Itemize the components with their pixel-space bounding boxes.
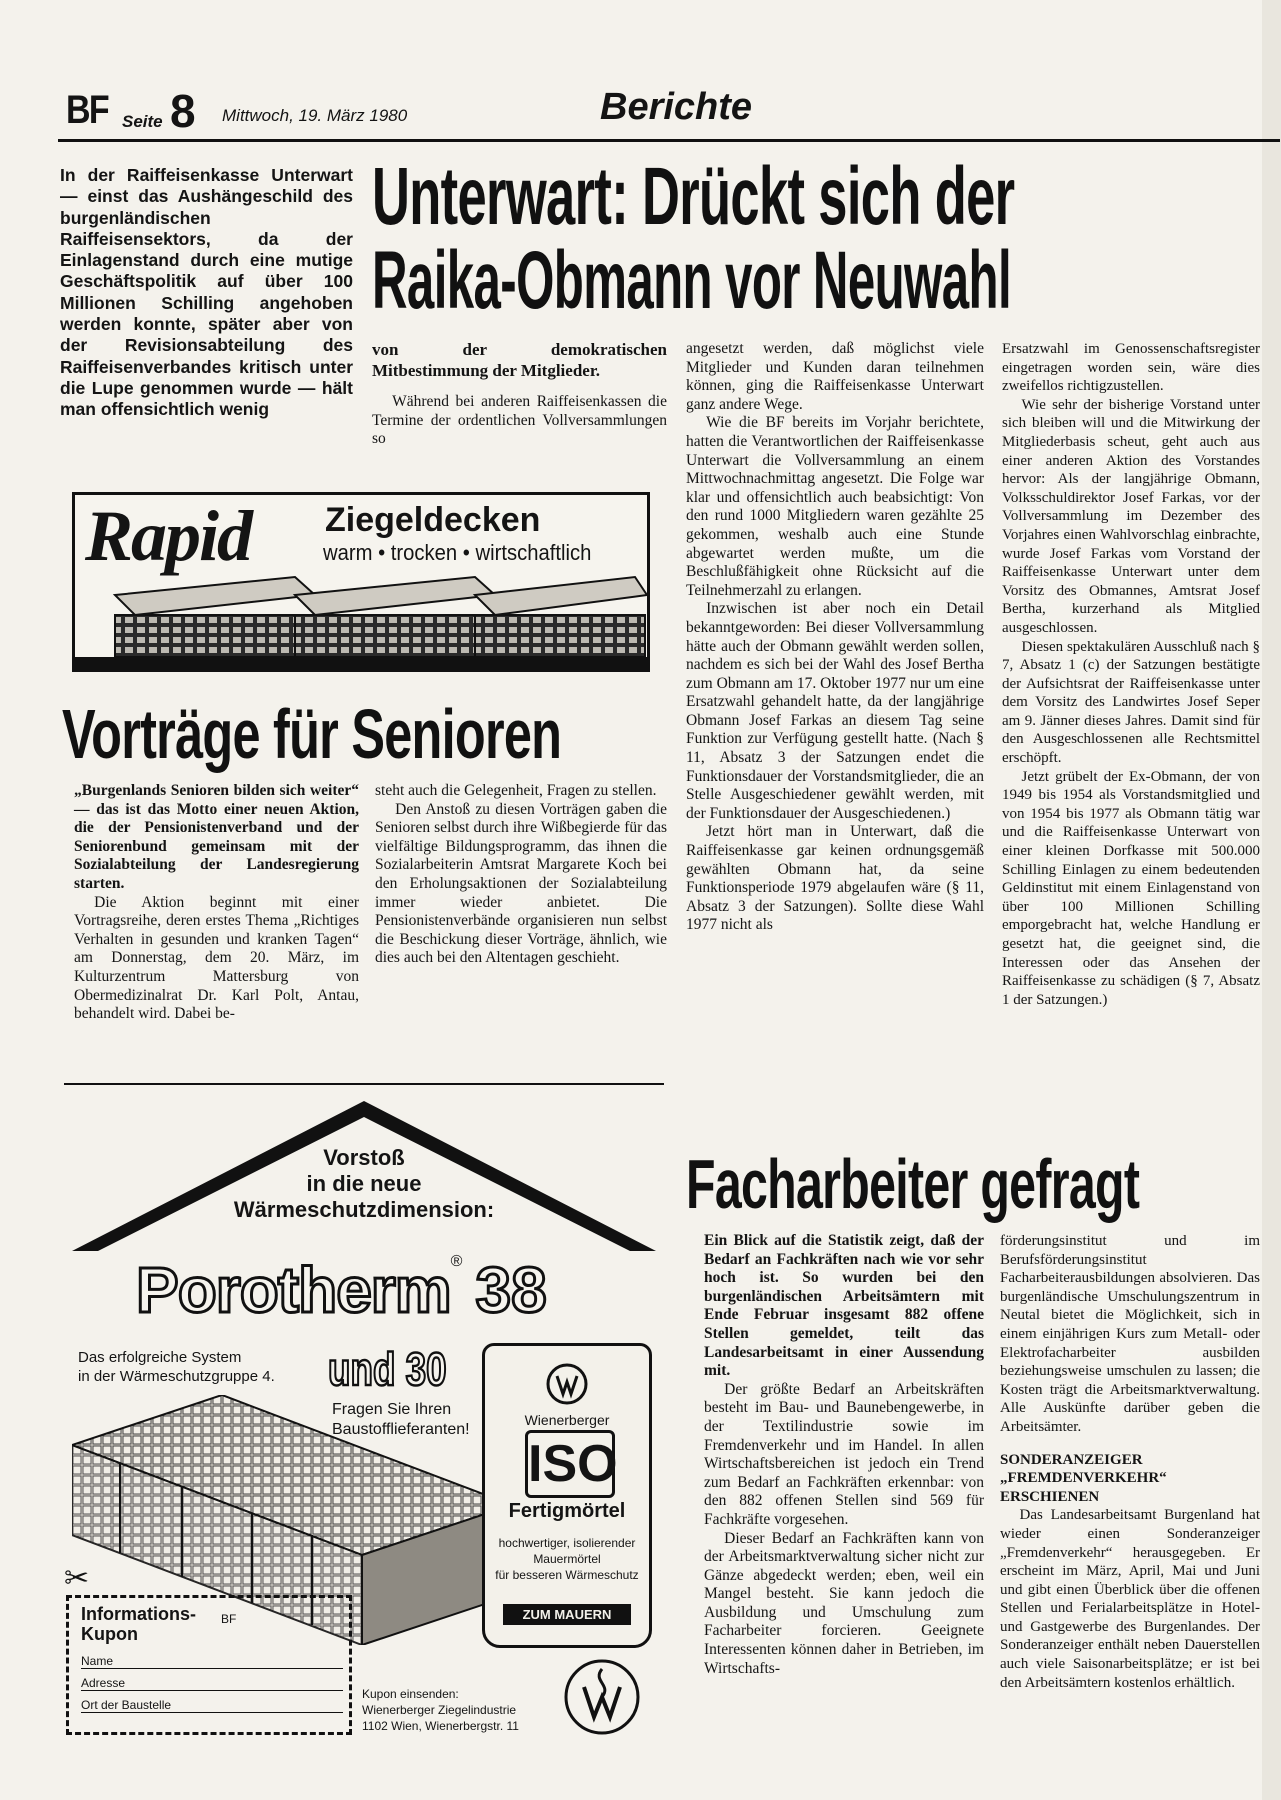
ask-line1: Fragen Sie Ihren	[332, 1401, 452, 1418]
porotherm-logo	[136, 1253, 547, 1327]
article1-col3-p2: Wie sehr der bisherige Vorstand unter sich bleiben will und die Mitwirkung der Mitgliederbasis scheut, geht auch aus einer anderen Aktion des Vorstandes hervor: Als der langjährige Obmann, Volksschuldirektor Josef Farkas, vor der Vollversammlung im Dezember des Vorjahres einen Wahlvorschlag einbrachte, wurde Josef Farkas vom Vorstand der Raiffeisenkasse Unterwart unter dem Vorsitz des Obmannes, Amtsrat Josef Bertha, kurzerhand als Mitglied ausgeschlossen.	[1002, 396, 1260, 636]
article3-col2-p2: Das Landesarbeitsamt Burgenland hat wieder einen Sonderanzeiger „Fremdenverkehr“ herausgegeben. Er erscheint im März, April, Mai und Juni und gibt einen Überblick über die offenen Stellen und Ferialarbeitsplätze in Hotel- und Gastgewerbe des Burgenlandes. Der Sonderanzeiger enthält neben Dauerstellen auch viele Saisonarbeitsplätze; er ist bei den Arbeitsämtern kostenlos erhältlich.	[1000, 1507, 1260, 1691]
system-line2: in der Wärmeschutzgruppe 4.	[78, 1368, 275, 1385]
coupon-field-address-label: Adresse	[81, 1676, 126, 1690]
masthead-logo: BF	[66, 88, 108, 132]
bag-desc3: für besseren Wärmeschutz	[495, 1568, 639, 1582]
article1-col2-p2: Wie die BF bereits im Vorjahr berichtete, hatten die Verantwortlichen der Raiffeisenkasse Unterwart die Vollversammlung an einem Mittwochnachmittag angesetzt. Die Folge war klar und offensichtlich auch beabsichtigt: Von den rund 1000 Mitgliedern waren gezählte 25 gekommen, weshalb auch eine Stunde abgewartet werden mußte, um die Beschlußfähigkeit ohne Rücksicht auf die Teilnehmerzahl zu erlangen.	[686, 414, 984, 599]
article3-col2	[1000, 1232, 1260, 1782]
article1-col1-p1: Während bei anderen Raiffeisenkassen die Termine der ordentlichen Vollversammlungen so	[372, 393, 667, 448]
coupon-field-name-label: Name	[81, 1654, 114, 1668]
article3-col1-p1: Der größte Bedarf an Arbeitskräften besteht im Bau- und Baunebengewerbe, in der Textilindustrie sowie im Fremdenverkehr und im Handel. In allen Wirtschaftsbereichen ist jedoch ein Trend zum Bedarf an Fachkräften erkennbar: von den 882 offenen Stellen sind 569 für Fachkräfte vorgesehen.	[704, 1380, 984, 1528]
article1-col3-p3: Diesen spektakulären Ausschluß nach § 7, Absatz 1 (c) der Satzungen bestätigte der Aufsichtsrat der Raiffeisenkasse unter dem Vorsitz des Landwirtes Josef Seper am 9. Jänner dieses Jahres. Damit sind für den Ausgeschlossenen alle Rechtsmittel erschöpft.	[1002, 638, 1260, 767]
send-line3: 1102 Wien, Wienerbergstr. 11	[362, 1719, 519, 1733]
article2-headline: Vorträge für Senioren	[62, 695, 562, 773]
article1-col3	[1002, 340, 1260, 1030]
masthead-date: Mittwoch, 19. März 1980	[222, 106, 408, 125]
send-line2: Wienerberger Ziegelindustrie	[362, 1703, 517, 1717]
coupon-field-site-label: Ort der Baustelle	[81, 1698, 172, 1712]
article2-col2	[375, 782, 667, 968]
article3-col1-p2: Dieser Bedarf an Fachkräften kann von der Arbeitsmarktverwaltung sicher nicht zur Gänze abgedeckt werden; eben, weil ein Mangel besteht. Sie kann jedoch die Ausbildung und Umschulung zum Facharbeiter forcieren. Geeignete Interessenten können daher in Betrieben, im Wirtschafts-	[704, 1529, 984, 1677]
article1-col2-p1: angesetzt werden, daß möglichst viele Mitglieder und Kunden daran teilnehmen können, ging die Raiffeisenkasse Unterwart ganz andere Wege.	[686, 340, 984, 413]
kicker-line3: Wärmeschutzdimension:	[233, 1197, 495, 1222]
bag-desc1: hochwertiger, isolierender	[498, 1536, 636, 1550]
rapid-ad-slogan: warm • trocken • wirtschaftlich	[323, 540, 592, 565]
masthead-page-number: 8	[170, 85, 196, 137]
article2-lede: „Burgenlands Senioren bilden sich weiter“ — das ist das Motto einer neuen Aktion, die der Pensionistenverband und der Seniorenbund gemeinsam mit der Sozialabteilung der Landesregierung starten.	[74, 782, 359, 892]
article1-headline-line1: Unterwart: Drückt sich der	[372, 151, 1015, 242]
coupon-title-line2: Kupon	[81, 1624, 138, 1644]
article1-col2-p3: Inzwischen ist aber noch ein Detail bekanntgeworden: Bei dieser Vollversammlung hätte auch der Obmann gewählt werden sollen, nachdem es sich bei der Wahl des Josef Bertha zum Obmann am 17. Oktober 1977 nur um eine Ersatzwahl gehandelt hatte, da der langjährige Obmann Josef Farkas an diesem Tag seine Funktion zur Verfügung gestellt hatte. (Nach § 11, Absatz 3 der Satzungen endet die Funktionsdauer der Vorstandsmitglieder, die an Stelle Ausgeschiedener gewählt werden, mit der Funktionsdauer der Ausgeschiedenen.)	[686, 600, 984, 822]
wienerberger-emblem-icon	[545, 1362, 589, 1406]
article1-col3-p1: Ersatzwahl im Genossenschaftsregister eingetragen worden sein, wäre dies zweifellos richtigzustellen.	[1002, 341, 1260, 395]
kicker-line2: in die neue	[306, 1171, 422, 1196]
article1-col2	[686, 340, 984, 935]
rapid-ad-product: Ziegeldecken	[325, 501, 541, 539]
porotherm-ad	[64, 1095, 664, 1745]
porotherm-und30: und 30	[328, 1343, 447, 1395]
bag-foot: ZUM MAUERN	[503, 1604, 631, 1625]
rapid-ad-brand: Rapid	[85, 496, 252, 576]
system-line1: Das erfolgreiche System	[78, 1349, 242, 1366]
porotherm-brand: Porotherm	[136, 1254, 451, 1326]
scissors-icon: ✂	[64, 1562, 90, 1595]
ask-line2: Baustofflieferanten!	[332, 1421, 470, 1438]
bag-iso: ISO	[525, 1430, 615, 1498]
article3-lede: Ein Blick auf die Statistik zeigt, daß der Bedarf an Fachkräften nach wie vor sehr hoch ist. So wurden bei den burgenländischen Arbeitsämtern mit Ende Februar insgesamt 882 offene Stellen gemeldet, teilt das Landesarbeitsamt in einer Aussendung mit.	[704, 1232, 984, 1380]
article1-col1-bold: von der demokratischen Mitbestimmung der Mitglieder.	[372, 340, 667, 380]
article2-col2-p1: steht auch die Gelegenheit, Fragen zu stellen.	[375, 782, 657, 799]
article2-col2-p2: Den Anstoß zu diesen Vorträgen gaben die Senioren selbst durch ihre Wißbegierde für das vielfältige Bildungsprogramm, das ihnen die Sozialarbeiterin Amtsrat Margarete Koch bei den Erholungsaktionen der Sozialabteilung immer wieder anbietet. Die Pensionistenverbände organisieren nun selbst die Beschickung dieser Vorträge, ähnlich, wie dies auch bei den Altentagen geschieht.	[375, 800, 667, 967]
kicker-line1: Vorstoß	[323, 1145, 405, 1170]
article2-col1-p1: Die Aktion beginnt mit einer Vortragsreihe, deren erstes Thema „Richtiges Verhalten in gesunden und kranken Tagen“ am Donnerstag, dem 20. März, im Kulturzentrum Mattersburg von Obermedizinalrat Dr. Karl Polt, Antau, behandelt wird. Dabei be-	[74, 893, 359, 1023]
slab-2	[295, 577, 495, 657]
info-coupon[interactable]	[66, 1595, 352, 1735]
article3-col1	[704, 1232, 984, 1678]
masthead-rule	[58, 139, 1280, 142]
send-line1: Kupon einsenden:	[362, 1687, 459, 1701]
coupon-tag: BF	[221, 1612, 237, 1626]
article3-col2-subheading: SONDERANZEIGER „FREMDENVERKEHR“ ERSCHIENEN	[1000, 1451, 1167, 1505]
mortar-bag	[482, 1343, 652, 1648]
wienerberger-logo-icon	[562, 1657, 642, 1737]
slab-1	[115, 577, 315, 657]
bag-desc2: Mauermörtel	[533, 1552, 601, 1566]
article1-col2-p4: Jetzt hört man in Unterwart, daß die Raiffeisenkasse gar keinen ordnungsgemäß gewählten Obmann hat, da seine Funktionsperiode 1979 abgelaufen wäre (§ 11, Absatz 3 der Satzungen). Sollte diese Wahl 1977 nicht als	[686, 823, 984, 934]
ceiling-slab-illustration	[75, 565, 647, 669]
article3-col2-p1: förderungsinstitut und im Berufsförderungsinstitut Facharbeiterausbildungen absolvieren. Das burgenländische Umschulungszentrum in Neutal bietet die Möglichkeit, sich in einem einjährigen Kurs zum Metall- oder Elektrofacharbeiter ausbilden beziehungsweise umschulen zu lassen; die Kosten trägt die Arbeitsmarktverwaltung. Alle Auskünfte darüber geben die Arbeitsämter.	[1000, 1233, 1260, 1435]
article2-bottom-rule	[64, 1083, 664, 1085]
article1-col1	[372, 340, 667, 449]
slab-3	[475, 577, 647, 657]
coupon-field-site[interactable]	[81, 1698, 343, 1713]
masthead-section: Berichte	[600, 86, 753, 128]
porotherm-number: 38	[475, 1254, 547, 1326]
article1-headline-line2: Raika-Obmann vor Neuwahl	[372, 235, 1012, 326]
article3-headline: Facharbeiter gefragt	[686, 1145, 1140, 1223]
coupon-field-address[interactable]	[81, 1676, 343, 1691]
coupon-title-line1: Informations-	[81, 1604, 196, 1624]
article1-lede: In der Raiffeisenkasse Unterwart — einst das Aushängeschild des burgenländischen Raiffeisensektors, da der Einlagenstand durch eine mutige Geschäftspolitik auf über 100 Millionen Schilling angehoben werden konnte, später aber von der Revisionsabteilung des Raiffeisenverbandes kritisch unter die Lupe genommen wurde — hält man offensichtlich wenig	[60, 165, 353, 420]
page-edge	[1262, 0, 1281, 1800]
rapid-ad	[72, 492, 650, 672]
bag-product: Fertigmörtel	[508, 1500, 626, 1522]
coupon-field-name[interactable]	[81, 1654, 343, 1669]
bag-brand: Wienerberger	[524, 1412, 610, 1428]
article2-col1	[74, 782, 359, 1024]
porotherm-reg-mark: ®	[450, 1253, 463, 1270]
masthead-page-label: Seite	[122, 112, 163, 131]
article1-col3-p4: Jetzt grübelt der Ex-Obmann, der von 1949 bis 1954 als Vorstandsmitglied und von 1954 bis 1977 als Obmann tätig war und die Raiffeisenkasse Unterwart von einer kleinen Dorfkasse mit 500.000 Schilling Einlagen zu einem bedeutenden Geldinstitut mit einem Einlagenstand von über 100 Millionen Schilling emporgebracht hat, welche Handlung er gesetzt hat, die geeignet sind, die Interessen oder das Ansehen der Raiffeisenkasse zu schädigen (§ 7, Absatz 1 der Satzungen.)	[1002, 768, 1260, 1008]
